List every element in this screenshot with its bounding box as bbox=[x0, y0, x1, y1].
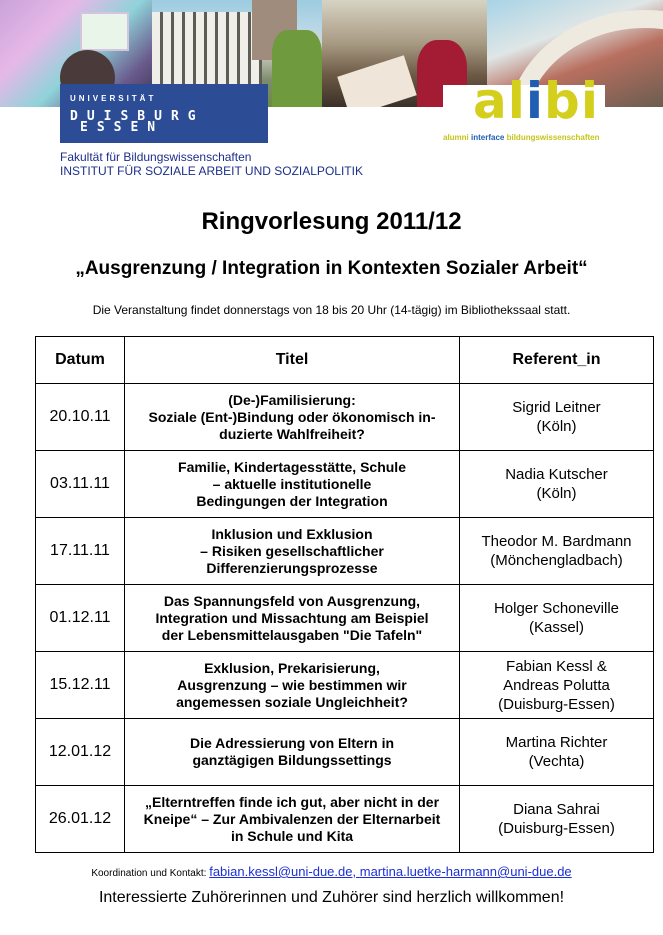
faculty-name: Fakultät für Bildungswissenschaften bbox=[60, 150, 252, 164]
welcome-message: Interessierte Zuhörerinnen und Zuhörer sind herzlich willkommen! bbox=[98, 889, 565, 906]
speaker-line: Theodor M. Bardmann bbox=[481, 533, 632, 550]
lecture-title bbox=[125, 585, 460, 652]
lecture-date: 26.01.12 bbox=[36, 786, 125, 853]
table-row bbox=[36, 585, 654, 652]
email-link-luetke-harmann[interactable]: martina.luetke-harmann@uni-due.de bbox=[359, 864, 572, 879]
speaker-line: Fabian Kessl & bbox=[506, 657, 607, 675]
lecture-title-line: Die Adressierung von Eltern in bbox=[189, 735, 395, 751]
lecture-date: 01.12.11 bbox=[36, 585, 125, 652]
lecture-title-line: „Elterntreffen finde ich gut, aber nicht in der bbox=[144, 793, 440, 810]
faculty-block bbox=[60, 150, 363, 178]
lecture-speaker bbox=[460, 719, 654, 786]
lecture-title-line: Integration und Missachtung am Beispiel bbox=[155, 609, 429, 626]
lecture-speaker bbox=[460, 451, 654, 518]
speaker-line: (Vechta) bbox=[528, 753, 585, 770]
page-subtitle: „Ausgrenzung / Integration in Kontexten Sozialer Arbeit“ bbox=[75, 258, 588, 279]
email-link-kessl[interactable]: fabian.kessl@uni-due.de bbox=[209, 864, 353, 879]
lecture-title-line: Exklusion, Prekarisierung, bbox=[204, 659, 380, 676]
speaker-line: (Kassel) bbox=[528, 619, 584, 636]
alibi-word-b: bi bbox=[544, 72, 599, 130]
lecture-date: 20.10.11 bbox=[36, 384, 125, 451]
lecture-date: 03.11.11 bbox=[36, 451, 125, 518]
lecture-title-line: angemessen soziale Ungleichheit? bbox=[176, 693, 408, 710]
lecture-speaker bbox=[460, 384, 654, 451]
speaker-line: (Köln) bbox=[536, 418, 577, 435]
column-header-title: Titel bbox=[125, 337, 460, 384]
lecture-speaker bbox=[460, 652, 654, 719]
column-header-speaker: Referent_in bbox=[460, 337, 654, 384]
speaker-line: Martina Richter bbox=[505, 734, 608, 751]
email-separator: , bbox=[352, 864, 360, 879]
alibi-tagline-interface: interface bbox=[471, 133, 505, 142]
lecture-title-line: Kneipe“ – Zur Ambivalenzen der Elternarbeit bbox=[143, 810, 441, 827]
lecture-title bbox=[125, 384, 460, 451]
alibi-tagline-bildung: bildungswissenschaften bbox=[504, 133, 600, 142]
speaker-line: (Duisburg-Essen) bbox=[498, 820, 615, 837]
speaker-line: (Duisburg-Essen) bbox=[498, 695, 615, 713]
table-row bbox=[36, 786, 654, 853]
lecture-title-line: – Risiken gesellschaftlicher bbox=[200, 542, 384, 559]
university-name-duisburg: DUISBURG bbox=[70, 109, 205, 124]
lecture-title-line: Ausgrenzung – wie bestimmen wir bbox=[177, 676, 407, 693]
table-row bbox=[36, 719, 654, 786]
lecture-speaker bbox=[460, 786, 654, 853]
lecture-title-line: Inklusion und Exklusion bbox=[211, 525, 373, 542]
lecture-date: 17.11.11 bbox=[36, 518, 125, 585]
alibi-tagline-alumni: alumni bbox=[443, 133, 472, 142]
speaker-line: Andreas Polutta bbox=[503, 676, 610, 694]
lecture-speaker bbox=[460, 518, 654, 585]
speaker-line: Nadia Kutscher bbox=[505, 466, 608, 483]
lecture-title-line: (De-)Familisierung: bbox=[228, 391, 356, 408]
speaker-line: Diana Sahrai bbox=[513, 801, 600, 818]
lecture-title bbox=[125, 518, 460, 585]
university-label: UNIVERSITÄT bbox=[70, 94, 157, 103]
lecture-title-line: Bedingungen der Integration bbox=[196, 492, 388, 509]
speaker-line: Sigrid Leitner bbox=[512, 399, 601, 416]
institute-name: INSTITUT FÜR SOZIALE ARBEIT UND SOZIALPOLITIK bbox=[60, 164, 363, 178]
alibi-word-a: al bbox=[473, 72, 526, 130]
lecture-date: 15.12.11 bbox=[36, 652, 125, 719]
table-row bbox=[36, 652, 654, 719]
table-header-row bbox=[36, 337, 654, 384]
lecture-title-line: – aktuelle institutionelle bbox=[212, 475, 372, 492]
lecture-title-line: Soziale (Ent-)Bindung oder ökonomisch in- bbox=[148, 408, 436, 425]
alibi-word-i: i bbox=[525, 72, 545, 130]
table-row bbox=[36, 384, 654, 451]
lecture-date: 12.01.12 bbox=[36, 719, 125, 786]
speaker-line: (Köln) bbox=[536, 485, 577, 502]
lecture-title-line: Familie, Kindertagesstätte, Schule bbox=[178, 458, 406, 475]
alibi-logo bbox=[443, 72, 605, 130]
lecture-speaker bbox=[460, 585, 654, 652]
contact-label: Koordination und Kontakt: bbox=[91, 868, 210, 879]
lecture-title-line: der Lebensmittelausgaben "Die Tafeln" bbox=[161, 626, 423, 643]
lecture-title bbox=[125, 719, 460, 786]
university-logo bbox=[60, 84, 268, 143]
lecture-title-line: Differenzierungsprozesse bbox=[206, 559, 378, 576]
speaker-line: (Mönchengladbach) bbox=[490, 552, 623, 569]
lecture-title bbox=[125, 451, 460, 518]
lecture-title-line: in Schule und Kita bbox=[230, 827, 354, 844]
lecture-title-line: ganztägigen Bildungssettings bbox=[192, 752, 392, 768]
event-info: Die Veranstaltung findet donnerstags von 18 bis 20 Uhr (14-tägig) im Bibliothekssaal statt. bbox=[92, 303, 571, 317]
lecture-title bbox=[125, 786, 460, 853]
schedule-table bbox=[35, 336, 654, 853]
page-title: Ringvorlesung 2011/12 bbox=[201, 208, 462, 235]
column-header-date: Datum bbox=[36, 337, 125, 384]
alibi-tagline bbox=[443, 133, 613, 142]
table-row bbox=[36, 451, 654, 518]
lecture-title-line: duzierte Wahlfreiheit? bbox=[219, 425, 365, 442]
lecture-title bbox=[125, 652, 460, 719]
contact-line bbox=[0, 864, 663, 879]
speaker-line: Holger Schoneville bbox=[493, 600, 620, 617]
lecture-title-line: Das Spannungsfeld von Ausgrenzung, bbox=[163, 592, 421, 609]
table-row bbox=[36, 518, 654, 585]
alibi-wordmark bbox=[473, 72, 599, 130]
university-name-essen: ESSEN bbox=[80, 120, 165, 135]
